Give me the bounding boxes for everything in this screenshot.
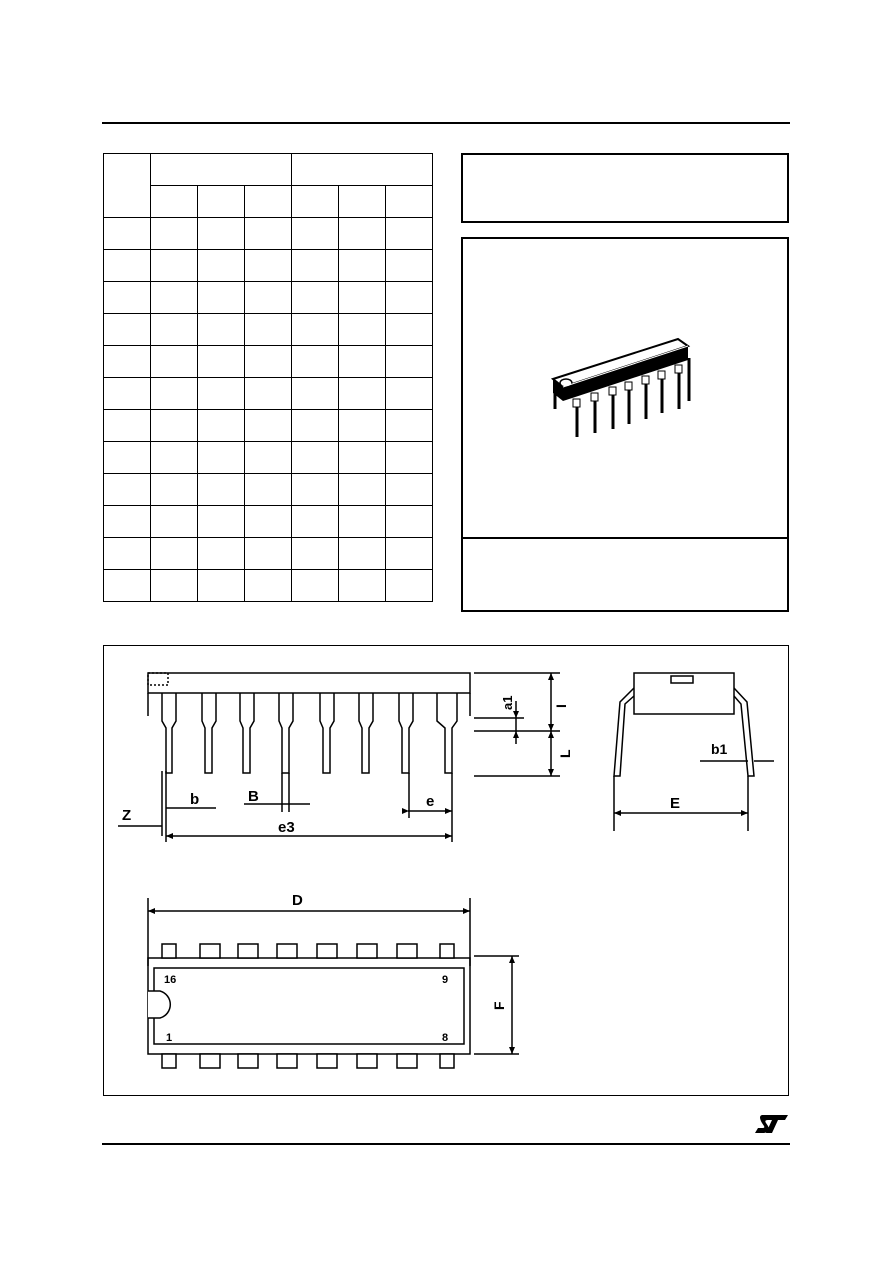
table-cell xyxy=(292,410,339,442)
label-e3: e3 xyxy=(278,819,295,836)
table-row xyxy=(104,538,433,570)
table-cell xyxy=(245,474,292,506)
table-row xyxy=(104,570,433,602)
table-cell xyxy=(151,538,198,570)
bottom-rule xyxy=(102,1143,790,1145)
table-cell xyxy=(151,506,198,538)
table-cell xyxy=(386,282,433,314)
table-cell xyxy=(198,218,245,250)
table-cell xyxy=(339,218,386,250)
table-row xyxy=(104,218,433,250)
top-view-body xyxy=(148,958,470,1054)
table-cell xyxy=(292,442,339,474)
dimension-table xyxy=(103,153,433,602)
mechanical-drawing xyxy=(104,646,788,1095)
top-rule xyxy=(102,122,790,124)
arrowheads xyxy=(148,673,748,1054)
table-cell xyxy=(292,282,339,314)
table-cell xyxy=(386,442,433,474)
table-cell xyxy=(198,474,245,506)
table-cell xyxy=(104,538,151,570)
table-row xyxy=(104,346,433,378)
label-e: e xyxy=(426,793,435,810)
table-row xyxy=(104,474,433,506)
table-cell xyxy=(151,474,198,506)
table-row xyxy=(104,506,433,538)
table-cell xyxy=(245,570,292,602)
chip-body xyxy=(553,339,688,401)
table-row xyxy=(104,282,433,314)
table-cell xyxy=(151,282,198,314)
table-cell xyxy=(151,154,292,186)
table-cell xyxy=(151,186,198,218)
st-logo xyxy=(754,1113,790,1135)
table-cell xyxy=(339,314,386,346)
table-cell xyxy=(386,538,433,570)
label-F: F xyxy=(491,1001,507,1010)
table-cell xyxy=(151,378,198,410)
table-cell xyxy=(339,474,386,506)
table-subheader-row xyxy=(104,186,433,218)
label-pin16: 16 xyxy=(164,974,177,986)
table-cell xyxy=(245,282,292,314)
table-cell xyxy=(245,538,292,570)
label-Z: Z xyxy=(122,807,132,824)
table-cell xyxy=(245,218,292,250)
table-cell xyxy=(198,410,245,442)
table-cell xyxy=(104,154,151,218)
label-pin9: 9 xyxy=(442,974,449,986)
table-cell xyxy=(386,474,433,506)
table-cell xyxy=(292,570,339,602)
side-view-notch xyxy=(148,673,168,685)
table-cell xyxy=(104,282,151,314)
table-cell xyxy=(339,410,386,442)
table-cell xyxy=(386,218,433,250)
table-cell xyxy=(386,346,433,378)
table-cell xyxy=(386,410,433,442)
table-cell xyxy=(151,218,198,250)
label-pin1: 1 xyxy=(166,1032,173,1044)
label-b: b xyxy=(190,791,200,808)
table-cell xyxy=(198,314,245,346)
table-row xyxy=(104,442,433,474)
table-row xyxy=(104,378,433,410)
label-D: D xyxy=(292,892,303,909)
table-cell xyxy=(198,186,245,218)
table-row xyxy=(104,250,433,282)
table-cell xyxy=(198,378,245,410)
table-cell xyxy=(292,186,339,218)
table-cell xyxy=(292,506,339,538)
table-cell xyxy=(104,218,151,250)
table-cell xyxy=(339,506,386,538)
table-cell xyxy=(245,346,292,378)
table-cell xyxy=(104,506,151,538)
table-cell xyxy=(104,442,151,474)
table-cell xyxy=(386,570,433,602)
table-cell xyxy=(198,282,245,314)
table-cell xyxy=(104,474,151,506)
table-row xyxy=(104,314,433,346)
table-cell xyxy=(339,282,386,314)
table-cell xyxy=(151,346,198,378)
table-cell xyxy=(198,442,245,474)
table-cell xyxy=(339,538,386,570)
table-cell xyxy=(339,346,386,378)
table-cell xyxy=(386,378,433,410)
dip16-package-illustration xyxy=(463,239,787,610)
table-header-row xyxy=(104,154,433,186)
end-view-lead-left xyxy=(614,688,634,776)
table-cell xyxy=(198,538,245,570)
package-title-box xyxy=(461,153,789,223)
side-view-body xyxy=(148,673,470,693)
table-cell xyxy=(245,410,292,442)
table-cell xyxy=(104,410,151,442)
table-cell xyxy=(339,250,386,282)
table-cell xyxy=(386,186,433,218)
table-cell xyxy=(198,250,245,282)
table-cell xyxy=(292,346,339,378)
table-cell xyxy=(104,250,151,282)
side-view-leads xyxy=(162,693,457,773)
table-cell xyxy=(292,474,339,506)
table-cell xyxy=(339,570,386,602)
table-cell xyxy=(151,410,198,442)
table-cell xyxy=(198,506,245,538)
package-image-box xyxy=(461,237,789,612)
table-cell xyxy=(245,378,292,410)
mechanical-drawing-frame xyxy=(103,645,789,1096)
table-cell xyxy=(292,218,339,250)
table-cell xyxy=(104,346,151,378)
table-cell xyxy=(245,250,292,282)
label-a1: a1 xyxy=(500,695,515,710)
table-row xyxy=(104,410,433,442)
label-B: B xyxy=(248,788,259,805)
top-view-pins-top xyxy=(162,944,454,958)
table-cell xyxy=(386,250,433,282)
table-cell xyxy=(292,378,339,410)
table-cell xyxy=(104,378,151,410)
table-cell xyxy=(245,314,292,346)
table-cell xyxy=(386,314,433,346)
table-cell xyxy=(198,346,245,378)
table-cell xyxy=(292,154,433,186)
label-E: E xyxy=(670,795,681,812)
table-cell xyxy=(292,250,339,282)
table-cell xyxy=(386,506,433,538)
table-cell xyxy=(104,570,151,602)
table-cell xyxy=(151,442,198,474)
table-cell xyxy=(245,186,292,218)
table-cell xyxy=(151,250,198,282)
table-cell xyxy=(292,314,339,346)
table-cell xyxy=(198,570,245,602)
end-view-lead-right xyxy=(734,688,754,776)
table-cell xyxy=(245,506,292,538)
label-L: L xyxy=(557,749,573,758)
table-cell xyxy=(339,442,386,474)
label-pin8: 8 xyxy=(442,1032,449,1044)
label-b1: b1 xyxy=(711,741,728,757)
table-cell xyxy=(151,570,198,602)
top-view-pins-bottom xyxy=(162,1054,454,1068)
table-cell xyxy=(339,378,386,410)
table-cell xyxy=(104,314,151,346)
end-view-body xyxy=(634,673,734,714)
table-cell xyxy=(292,538,339,570)
table-cell xyxy=(151,314,198,346)
label-I: I xyxy=(553,704,569,708)
end-view-notch xyxy=(671,676,693,683)
top-view-notch xyxy=(148,991,170,1018)
table-cell xyxy=(339,186,386,218)
table-cell xyxy=(245,442,292,474)
